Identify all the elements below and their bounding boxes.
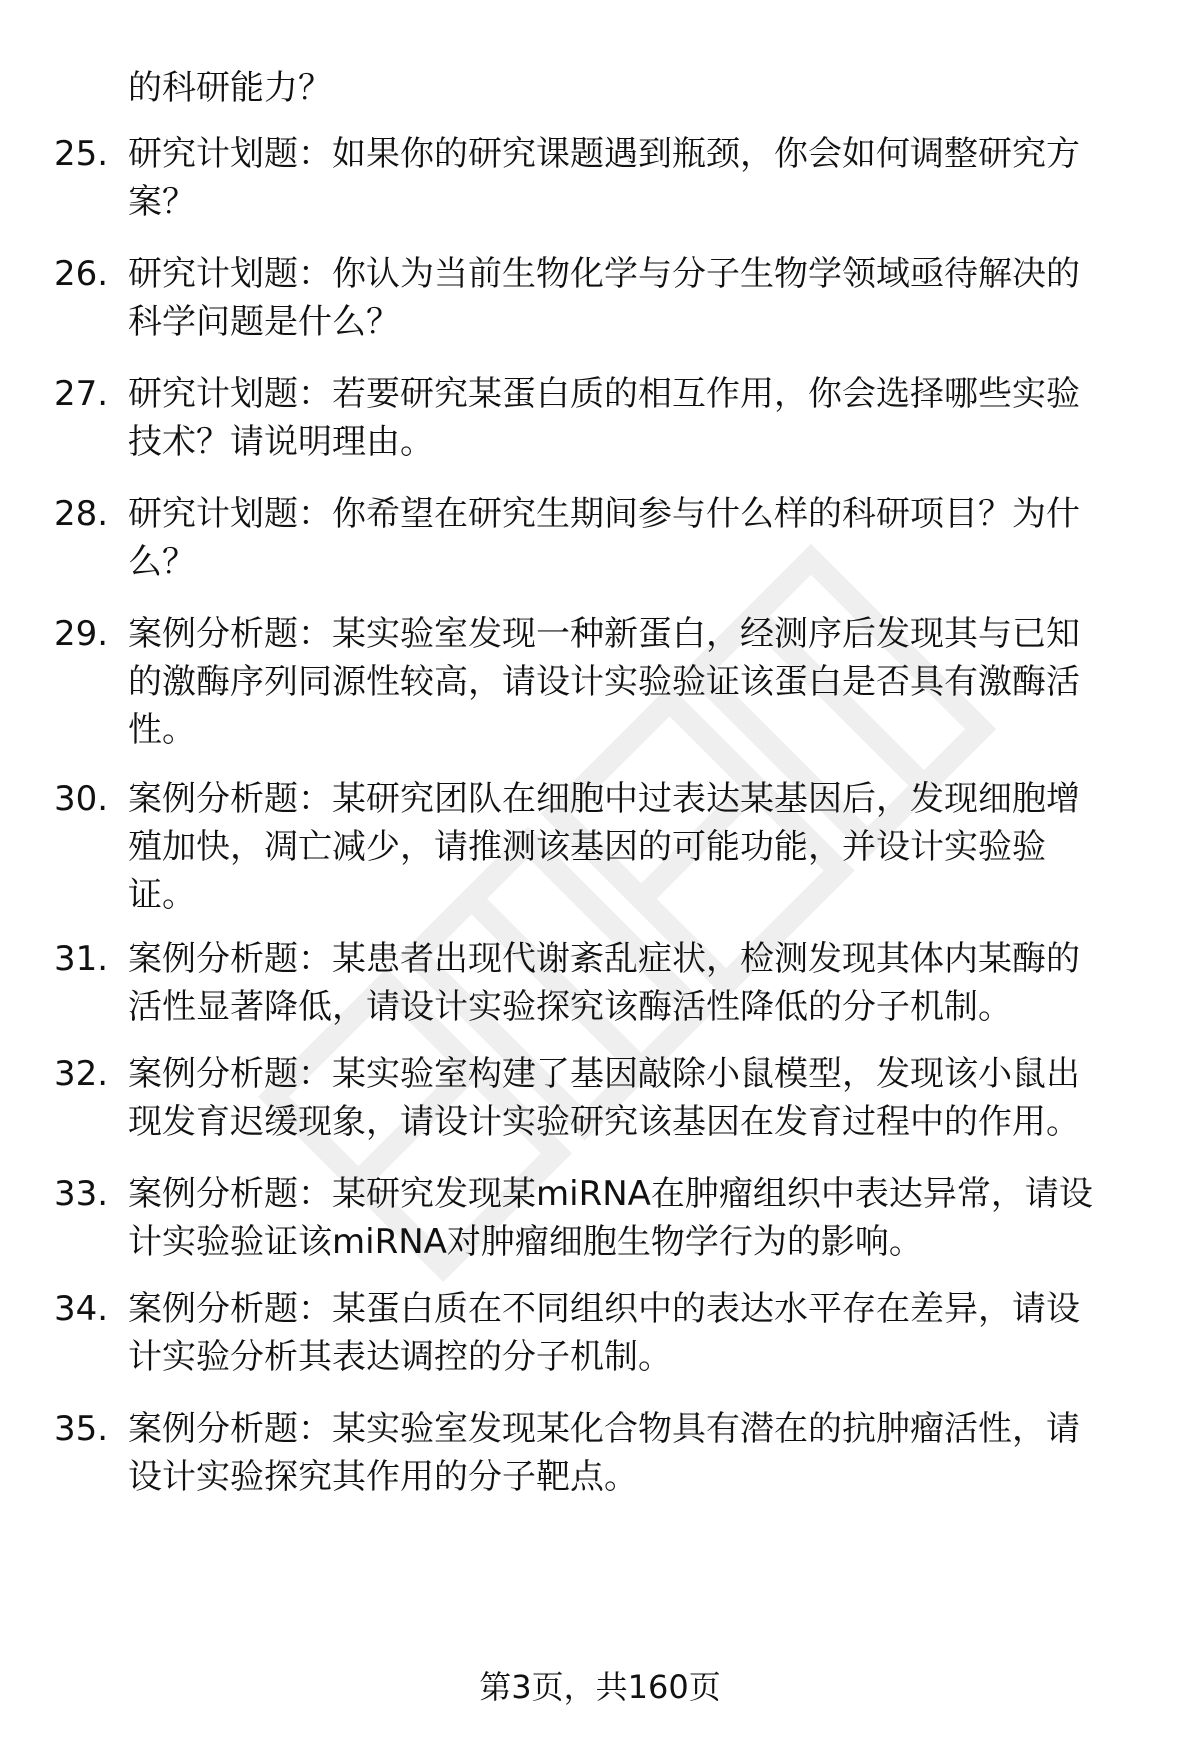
question-text: 案例分析题：某患者出现代谢紊乱症状，检测发现其体内某酶的 活性显著降低，请设计实验探究该酶活性降低的分子机制。 [128,939,1080,1027]
question-text: 研究计划题：若要研究某蛋白质的相互作用，你会选择哪些实验 技术？请说明理由。 [128,374,1080,462]
question-number: 25. [54,134,109,174]
question-number: 30. [54,779,109,819]
question-text: 案例分析题：某实验室构建了基因敲除小鼠模型，发现该小鼠出 现发育迟缓现象，请设计实验研究该基因在发育过程中的作用。 [128,1054,1080,1142]
question-text: 案例分析题：某实验室发现一种新蛋白，经测序后发现其与已知 的激酶序列同源性较高，请设计实验验证该蛋白是否具有激酶活 性。 [128,614,1080,750]
question-number: 31. [54,939,109,979]
question-text: 研究计划题：如果你的研究课题遇到瓶颈，你会如何调整研究方 案？ [128,134,1080,222]
question-text: 案例分析题：某研究发现某miRNA在肿瘤组织中表达异常，请设 计实验验证该miRNA对肿瘤细胞生物学行为的影响。 [128,1174,1093,1262]
question-text: 案例分析题：某研究团队在细胞中过表达某基因后，发现细胞增 殖加快，凋亡减少，请推测该基因的可能功能，并设计实验验 证。 [128,779,1080,915]
question-number: 35. [54,1409,109,1449]
question-text: 案例分析题：某实验室发现某化合物具有潜在的抗肿瘤活性，请 设计实验探究其作用的分子靶点。 [128,1409,1080,1497]
question-number: 33. [54,1174,109,1214]
question-number: 26. [54,254,109,294]
question-text: 研究计划题：你认为当前生物化学与分子生物学领域亟待解决的 科学问题是什么？ [128,254,1080,342]
page-footer: 第3页，共160页 [479,1668,721,1706]
question-number: 34. [54,1289,109,1329]
question-text: 研究计划题：你希望在研究生期间参与什么样的科研项目？为什 么？ [128,494,1080,582]
question-number: 28. [54,494,109,534]
question-number: 27. [54,374,109,414]
question-text: 案例分析题：某蛋白质在不同组织中的表达水平存在差异，请设 计实验分析其表达调控的分子机制。 [128,1289,1080,1377]
continuation-text: 的科研能力？ [128,68,332,108]
question-number: 29. [54,614,109,654]
question-number: 32. [54,1054,109,1094]
